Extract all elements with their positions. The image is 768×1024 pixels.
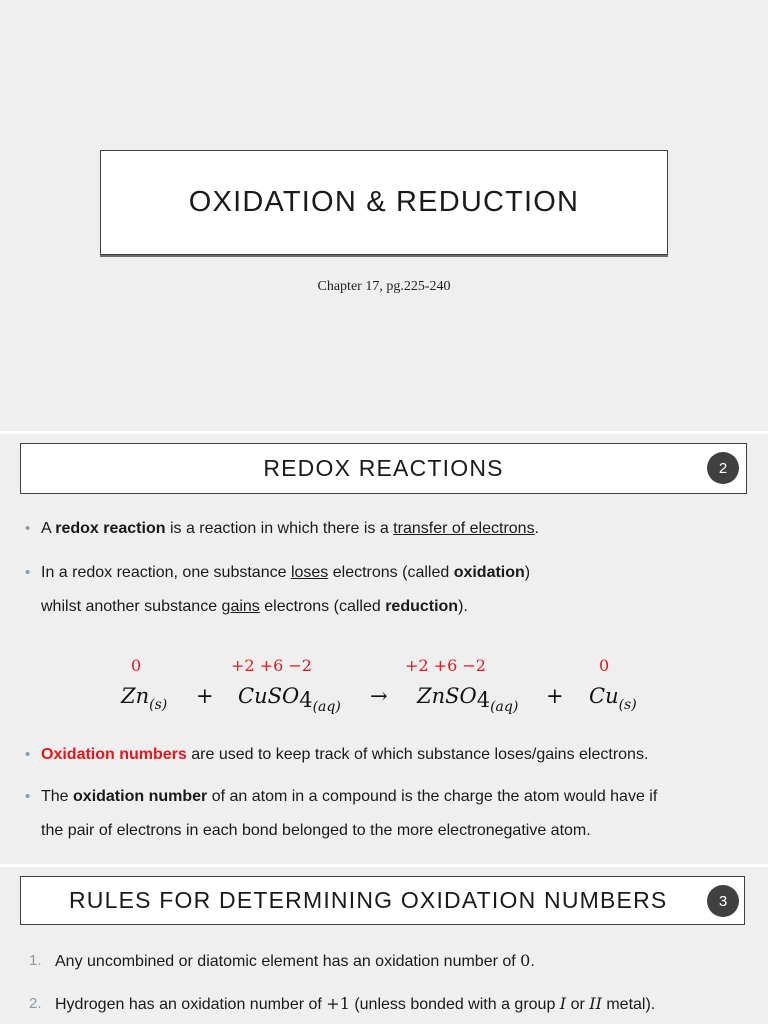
bullet-dot-icon: • — [25, 520, 31, 537]
title-slide — [0, 0, 768, 431]
reactant-cuso4: $CuSO4_{(aq)}$ — [238, 684, 341, 715]
oxidation-value: +1 — [326, 994, 350, 1013]
bullet-dot-icon: • — [25, 564, 31, 581]
plus-sign: + — [196, 684, 214, 708]
slide-number-badge: 3 — [707, 885, 739, 917]
oxidation-number-zn: 0 — [131, 656, 142, 675]
presentation-title: OXIDATION & REDUCTION — [100, 150, 668, 255]
rule-item: 2. Hydrogen has an oxidation number of +1 (unless bonded with a group I or II metal). — [29, 991, 749, 1018]
bullet-redox-definition: • A redox reaction is a reaction in which there is a transfer of electrons. — [25, 512, 745, 546]
bullet-oxidation-numbers-purpose: • Oxidation numbers are used to keep track of which substance loses/gains electrons. — [25, 738, 745, 772]
product-znso4: $ZnSO4_{(aq)}$ — [417, 684, 519, 715]
term-oxidation: oxidation — [453, 564, 525, 581]
oxidation-rules-slide — [0, 867, 768, 1024]
chapter-subtitle: Chapter 17, pg.225-240 — [317, 279, 451, 294]
rule-number: 1. — [29, 952, 42, 969]
reactant-zn: $Zn_{(s)}$ — [121, 684, 168, 713]
bullet-oxidation-reduction: • In a redox reaction, one substance loses electrons (called oxidation) whilst another substance gains electrons (called reduction). — [25, 556, 745, 624]
slide-number-badge: 2 — [707, 452, 739, 484]
term-reduction: reduction — [385, 598, 459, 615]
term-transfer-of-electrons: transfer of electrons — [393, 520, 535, 537]
term-gains: gains — [221, 598, 260, 615]
term-oxidation-number: oxidation number — [73, 788, 208, 805]
oxidation-numbers-znso4: +2 +6 −2 — [405, 656, 486, 675]
redox-equation — [0, 652, 768, 722]
bullet-dot-icon: • — [25, 746, 31, 763]
product-cu: $Cu_{(s)}$ — [589, 684, 637, 713]
slide-title: RULES FOR DETERMINING OXIDATION NUMBERS — [20, 876, 745, 925]
bullet-oxidation-number-definition: • The oxidation number of an atom in a compound is the charge the atom would have if the pair of electrons in each bond belonged to the more electronegative atom. — [25, 780, 745, 848]
reaction-arrow: → — [370, 684, 388, 708]
rule-number: 2. — [29, 995, 42, 1012]
oxidation-value: 0 — [520, 951, 531, 970]
oxidation-numbers-cuso4: +2 +6 −2 — [231, 656, 312, 675]
term-redox-reaction: redox reaction — [55, 520, 166, 537]
plus-sign: + — [546, 684, 564, 708]
rule-item: 1. Any uncombined or diatomic element has an oxidation number of 0. — [29, 948, 749, 975]
bullet-dot-icon: • — [25, 788, 31, 805]
oxidation-number-cu: 0 — [599, 656, 610, 675]
term-oxidation-numbers: Oxidation numbers — [41, 746, 187, 763]
redox-reactions-slide — [0, 434, 768, 864]
group-number: II — [589, 994, 602, 1013]
group-number: I — [559, 994, 567, 1013]
term-loses: loses — [290, 564, 329, 581]
slide-title: REDOX REACTIONS — [20, 443, 747, 494]
